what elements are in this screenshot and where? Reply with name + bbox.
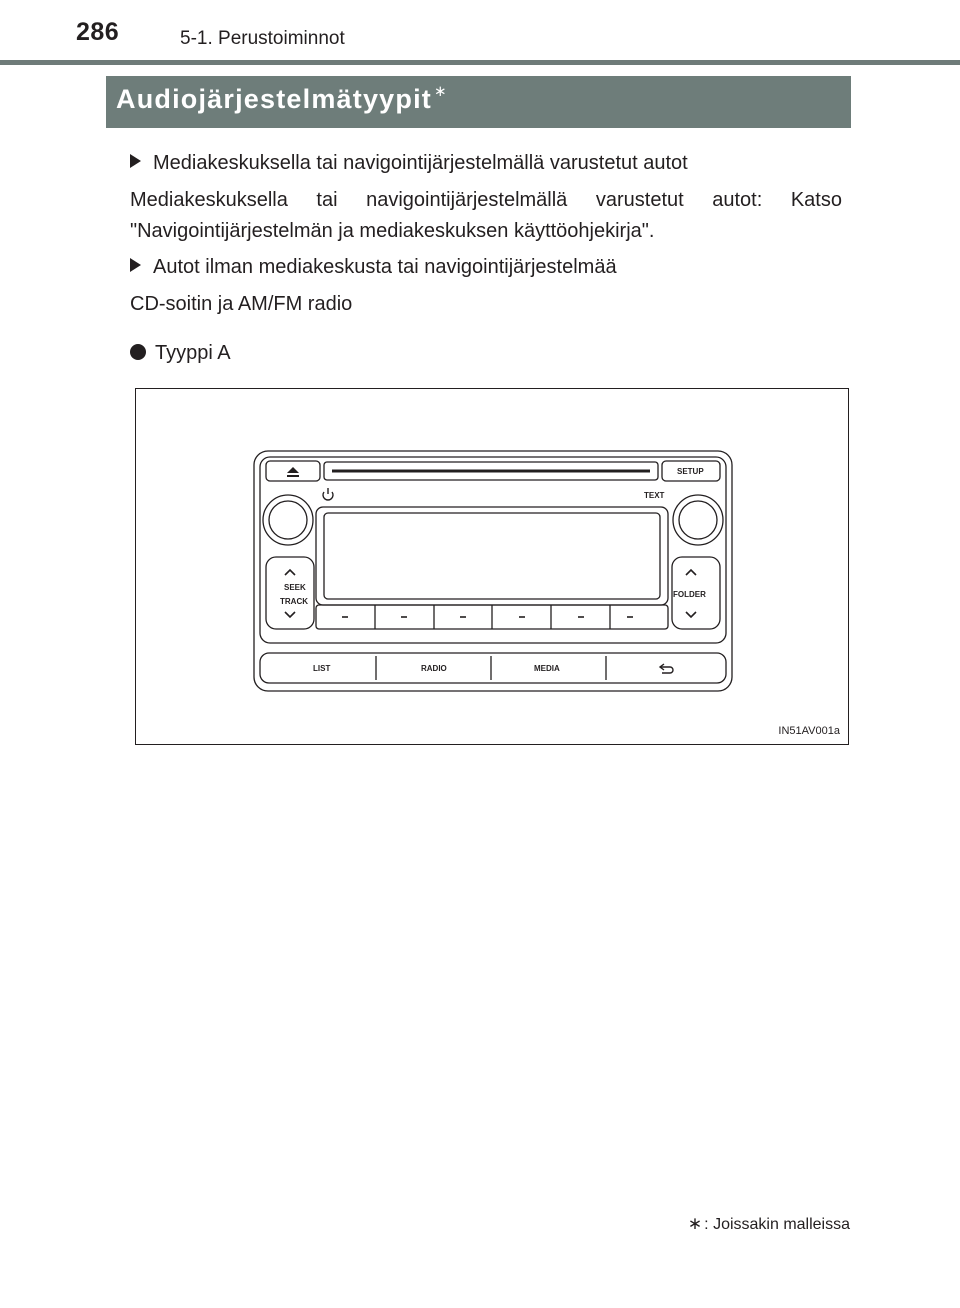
audio-unit-illustration [136,389,848,744]
triangle-bullet-icon [130,258,141,272]
header-rule [0,60,960,65]
section-title-text: Audiojärjestelmätyypit [116,84,432,114]
figure-code: IN51AV001a [778,725,840,737]
tune-knob [679,501,717,539]
list-label: LIST [313,664,331,673]
paragraph-line-2: "Navigointijärjestelmän ja mediakeskuksen käyttöohjekirja". [130,220,655,242]
triangle-bullet-icon [130,154,141,168]
paragraph-line-1: Mediakeskuksella tai navigointijärjestelmällä varustetut autot: Katso [130,189,842,211]
type-a-text: Tyyppi A [155,342,231,364]
bullet-no-media-center [130,256,617,279]
tune-knob-ring [673,495,723,545]
section-title [116,82,448,115]
asterisk-marker: ∗ [433,83,448,100]
unit-inner-frame [260,457,726,643]
chapter-title: 5-1. Perustoiminnot [180,28,345,49]
bullet-media-center [130,152,688,175]
power-volume-knob-ring [263,495,313,545]
display-screen [324,513,660,599]
chevron-up-icon [285,570,295,575]
paragraph-cd-radio: CD-soitin ja AM/FM radio [130,293,353,315]
radio-label: RADIO [421,664,447,673]
track-label: TRACK [280,597,308,606]
folder-label: FOLDER [673,590,706,599]
bullet-media-center-text: Mediakeskuksella tai navigointijärjestelmällä varustetut autot [153,152,688,174]
setup-label: SETUP [677,467,704,476]
footnote [688,1214,850,1234]
back-arrow-icon [660,664,673,673]
audio-unit-figure [135,388,849,745]
footnote-text: : Joissakin malleissa [704,1216,850,1233]
power-icon [323,488,333,500]
bullet-no-media-center-text: Autot ilman mediakeskusta tai navigointijärjestelmää [153,256,617,278]
media-label: MEDIA [534,664,560,673]
page-number: 286 [76,18,120,46]
text-label: TEXT [644,491,665,500]
eject-icon [287,467,299,477]
seek-track-button [266,557,314,629]
seek-label: SEEK [284,583,306,592]
footnote-marker: ∗ [687,1214,703,1233]
round-bullet-icon [130,344,146,360]
chevron-down-icon [285,612,295,617]
chevron-down-icon [686,612,696,617]
type-a-label [130,342,231,365]
power-volume-knob [269,501,307,539]
chevron-up-icon [686,570,696,575]
paragraph-media-center [130,185,842,247]
display-frame [316,507,668,605]
